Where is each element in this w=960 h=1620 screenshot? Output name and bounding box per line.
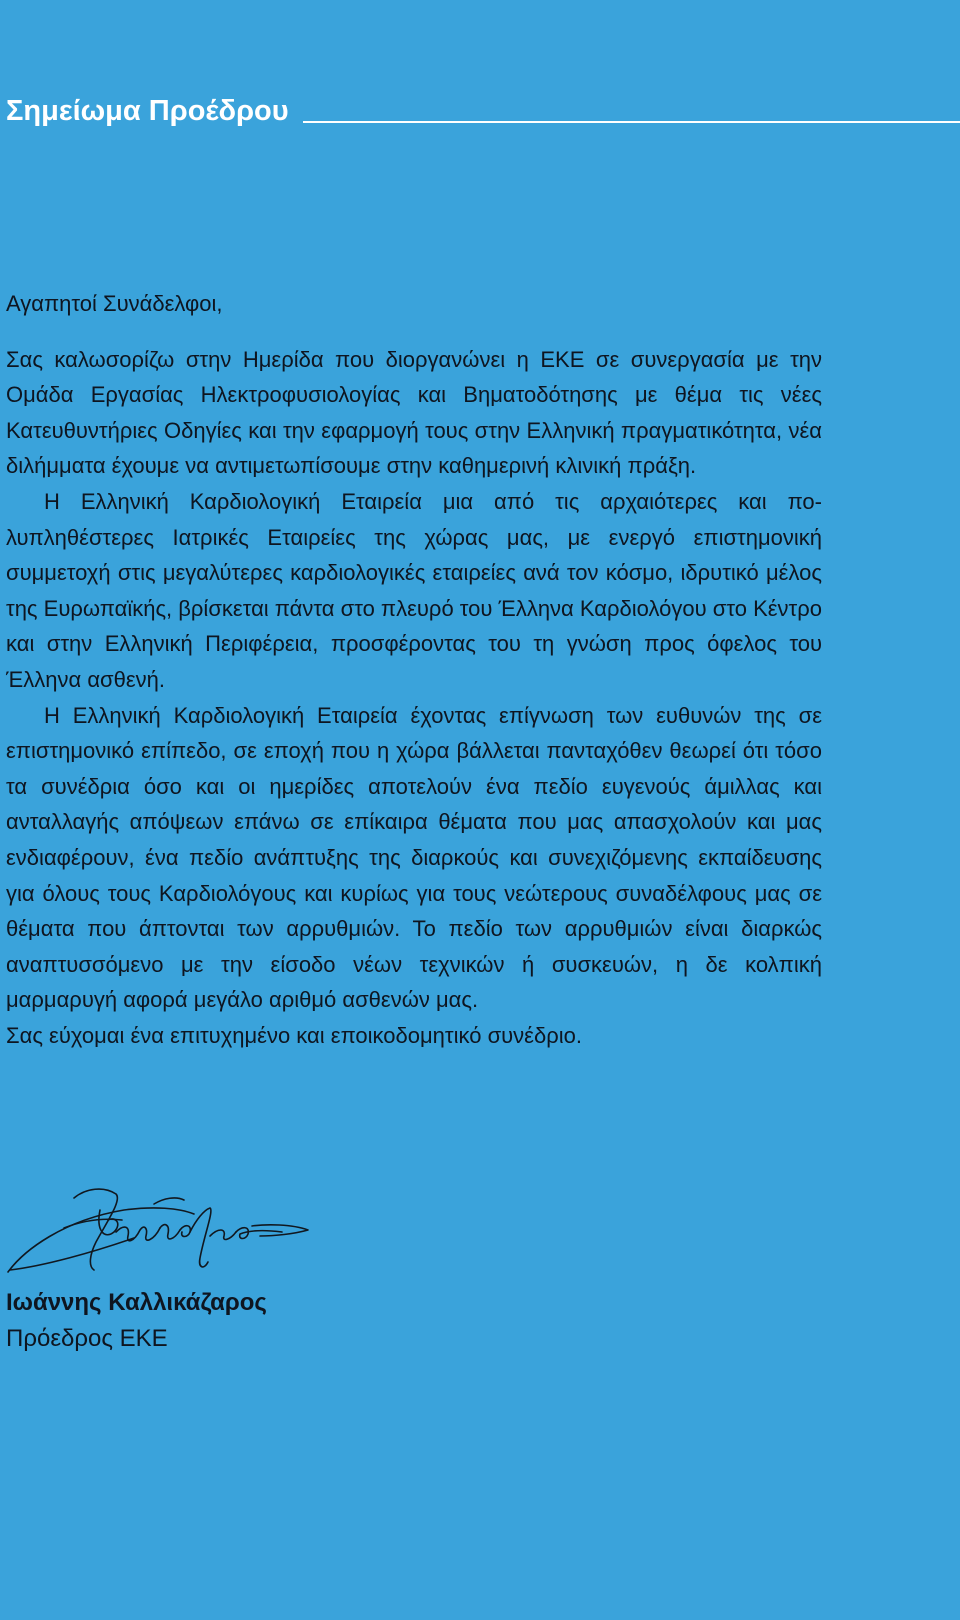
handwritten-signature <box>4 1180 324 1280</box>
letter-body <box>6 286 822 1053</box>
letter-closing: Σας εύχομαι ένα επιτυχημένο και εποικοδομητικό συνέδριο. <box>6 1022 582 1048</box>
letter-paragraph-2: Η Ελληνική Καρδιολογική Εταιρεία μια από τις αρχαιότερες και πολυπληθέστερες Ιατρικές Εταιρείες της χώρας μας, με ενεργό επιστημονική συμμετοχή στις μεγαλύτερες καρδιολογικές εταιρείες ανά τον κόσμο, ιδρυτικό μέλος της Ευρωπαϊκής, βρίσκεται πάντα στο πλευρό του Έλληνα Καρδιολόγου στο Κέντρο και στην Ελληνική Περιφέρεια, προσφέροντας του τη γνώση προς όφελος του Έλληνα ασθενή. <box>6 488 822 692</box>
letter-paragraph-1: Σας καλωσορίζω στην Ημερίδα που διοργανώνει η ΕΚΕ σε συνεργασία με την Ομάδα Εργασίας Ηλεκτροφυσιολογίας και Βηματοδότησης με θέμα τις νέες Κατευθυντήριες Οδηγίες και την εφαρμογή τους στην Ελληνική πραγματικότητα, νέα διλήμματα έχουμε να αντιμετωπίσουμε στην καθημερινή κλινική πράξη. <box>6 346 822 479</box>
page-header <box>6 92 960 132</box>
letter-greeting: Αγαπητοί Συνάδελφοι, <box>6 291 223 316</box>
letter-paragraph-3: Η Ελληνική Καρδιολογική Εταιρεία έχοντας επίγνωση των ευθυνών της σε επιστημονικό επίπεδο, σε εποχή που η χώρα βάλλεται πανταχόθεν θεωρεί ότι τόσο τα συνέδρια όσο και οι ημερίδες αποτελούν ένα πεδίο ευγενούς άμιλλας και ανταλλαγής απόψεων επάνω σε επίκαιρα θέματα που μας απασχολούν και μας ενδιαφέρουν, ένα πεδίο ανάπτυξης της διαρκούς και συνεχιζόμενης εκπαίδευσης για όλους τους Καρδιολόγους και κυρίως για τους νεώτερους συναδέλφους μας σε θέματα που άπτονται των αρρυθμιών. Το πεδίο των αρρυθμιών είναι διαρκώς αναπτυσσόμενο με την είσοδο νέων τεχνικών ή συσκευών, η δε κολπική μαρμαρυγή αφορά μεγάλο αριθμό ασθενών μας. <box>6 702 822 1013</box>
signatory-role: Πρόεδρος ΕΚΕ <box>6 1325 168 1352</box>
signatory-name: Ιωάννης Καλλικάζαρος <box>6 1289 267 1316</box>
title-underline-divider <box>303 121 960 123</box>
page-title: Σημείωμα Προέδρου <box>6 95 289 127</box>
